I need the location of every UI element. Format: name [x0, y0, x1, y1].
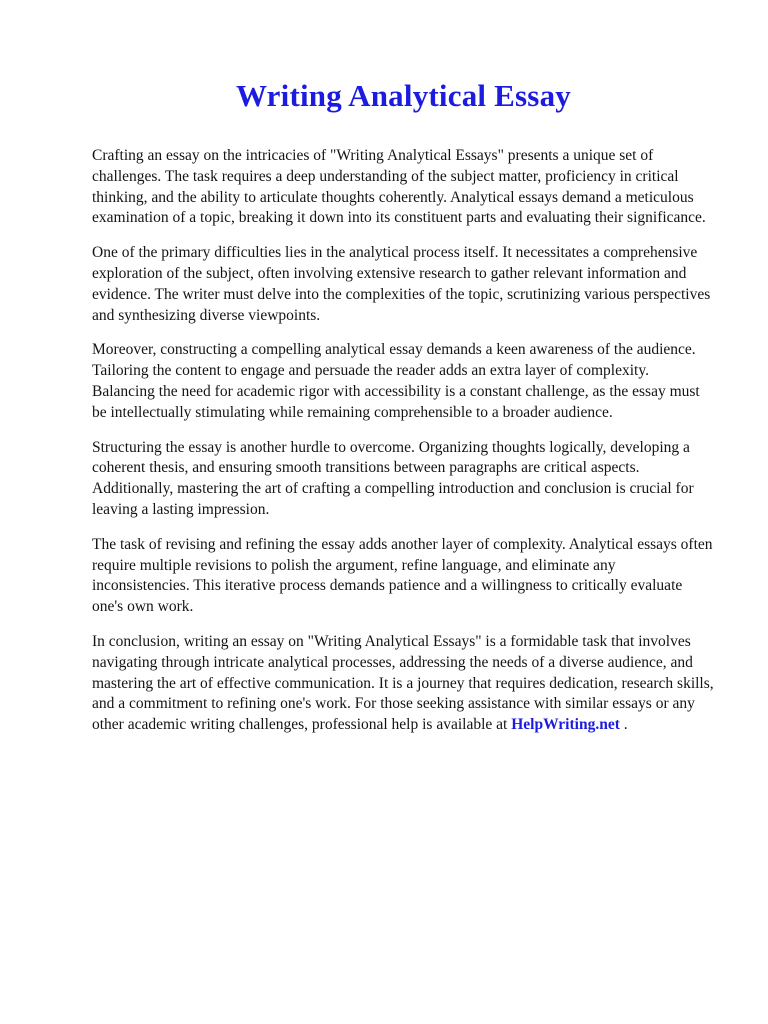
conclusion-period: .: [619, 716, 628, 734]
conclusion-text: In conclusion, writing an essay on "Writing Analytical Essays" is a formidable task that involves navigating through intricate analytical processes, addressing the needs of a diverse audience, and mastering the art of effective communication. It is a journey that requires dedication, research skills, and a commitment to refining one's work. For those seeking assistance with similar essays or any other academic writing challenges, professional help is available at: [92, 632, 714, 734]
document-title: Writing Analytical Essay: [236, 78, 571, 113]
paragraph-analytical-process: One of the primary difficulties lies in the analytical process itself. It necessitates a comprehensive exploration of the subject, often involving extensive research to gather relevant information and evidence. The writer must delve into the complexities of the topic, scrutinizing various perspectives and synthesizing diverse viewpoints.: [92, 244, 711, 324]
paragraph-revision: The task of revising and refining the essay adds another layer of complexity. Analytical essays often require multiple revisions to polish the argument, refine language, and eliminate any inconsistencies. This iterative process demands patience and a willingness to critically evaluate one's own work.: [92, 535, 713, 616]
paragraph-conclusion: [92, 632, 715, 736]
paragraph-audience: Moreover, constructing a compelling analytical essay demands a keen awareness of the audience. Tailoring the content to engage and persuade the reader adds an extra layer of complexity. Balancing the need for academic rigor with accessibility is a constant challenge, as the essay must be intellectually stimulating while remaining comprehensible to a broader audience.: [92, 341, 700, 421]
paragraph-intro: Crafting an essay on the intricacies of "Writing Analytical Essays" presents a unique set of challenges. The task requires a deep understanding of the subject matter, proficiency in critical thinking, and the ability to articulate thoughts coherently. Analytical essays demand a meticulous examination of a topic, breaking it down into its constituent parts and evaluating their significance.: [92, 147, 706, 227]
paragraph-structure: Structuring the essay is another hurdle to overcome. Organizing thoughts logically, developing a coherent thesis, and ensuring smooth transitions between paragraphs are critical aspects. Additionally, mastering the art of crafting a compelling introduction and conclusion is crucial for leaving a lasting impression.: [92, 438, 694, 518]
helpwriting-link[interactable]: HelpWriting.net: [511, 716, 620, 734]
